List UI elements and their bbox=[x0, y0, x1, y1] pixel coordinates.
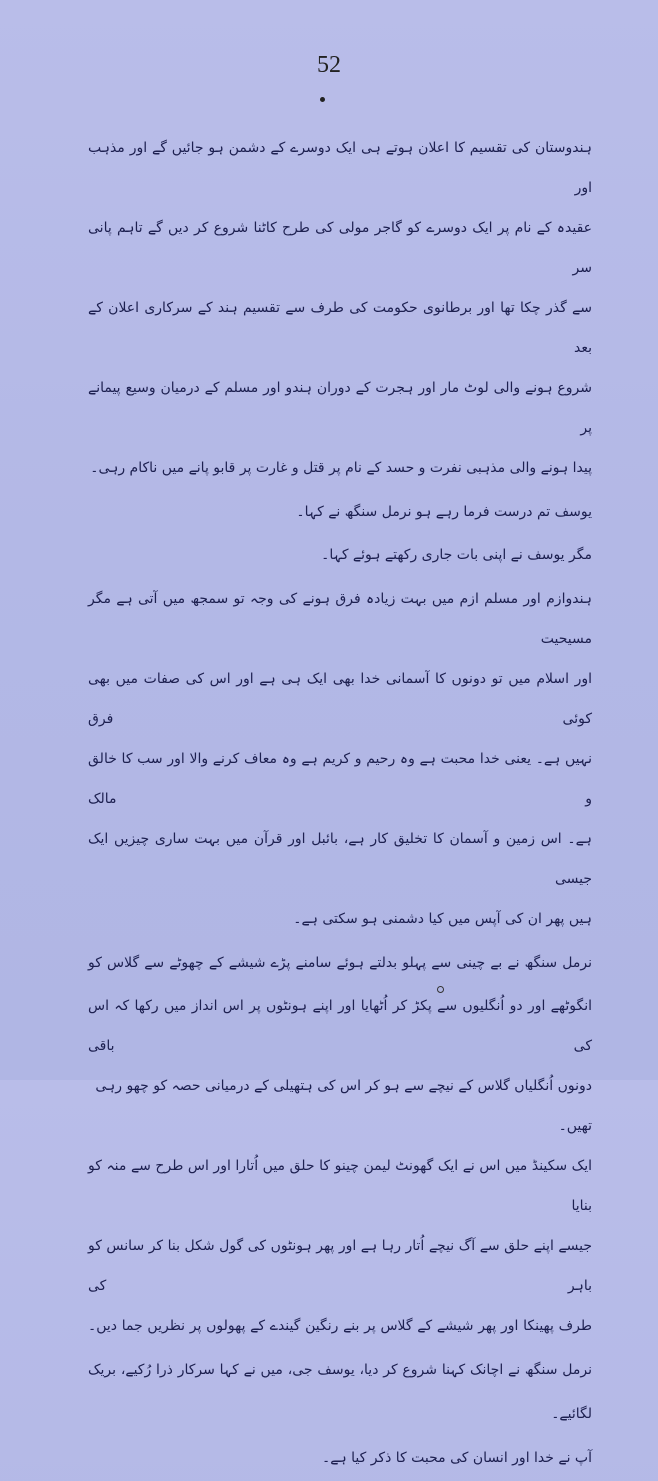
text-line: نرمل سنگھ نے بے چینی سے پہلو بدلتے ہوئے سامنے پڑے شیشے کے چھوٹے سے گلاس کو bbox=[88, 943, 592, 987]
text-line: اور اسلام میں تو دونوں کا آسمانی خدا بھی ایک ہی ہے اور اس کی صفات میں بھی کوئی فرق bbox=[88, 659, 592, 739]
text-line: عقیدہ کے نام پر ایک دوسرے کو گاجر مولی کی طرح کاٹنا شروع کر دیں گے تاہم پانی سر bbox=[88, 208, 592, 288]
text-line: ہندوازم اور مسلم ازم میں بہت زیادہ فرق ہونے کی وجہ تو سمجھ میں آتی ہے مگر مسیحیت bbox=[88, 579, 592, 659]
decorative-dot bbox=[320, 97, 325, 102]
text-line: پیدا ہونے والی مذہبی نفرت و حسد کے نام پر قتل و غارت پر قابو پانے میں ناکام رہی۔ bbox=[88, 448, 592, 492]
text-line: ایک سکینڈ میں اس نے ایک گھونٹ لیمن چینو کا حلق میں اُتارا اور اس طرح سے منہ کو بنایا bbox=[88, 1146, 592, 1226]
text-line: مگر یوسف نے اپنی بات جاری رکھتے ہوئے کہا۔ bbox=[88, 535, 592, 579]
text-line: نہیں ہے۔ یعنی خدا محبت ہے وہ رحیم و کریم ہے وہ معاف کرنے والا اور سب کا خالق و مالک bbox=[88, 739, 592, 819]
text-line: یوسف تم درست فرما رہے ہو نرمل سنگھ نے کہا۔ bbox=[88, 492, 592, 536]
text-line: ہندوستان کی تقسیم کا اعلان ہوتے ہی ایک دوسرے کے دشمن ہو جائیں گے اور مذہب اور bbox=[88, 128, 592, 208]
text-line: شروع ہونے والی لوٹ مار اور ہجرت کے دوران ہندو اور مسلم کے درمیان وسیع پیمانے پر bbox=[88, 368, 592, 448]
page-number: 52 bbox=[0, 52, 658, 79]
text-line: نرمل سنگھ نے اچانک کہنا شروع کر دیا، یوسف جی، میں نے کہا سرکار ذرا رُکیے، بریک bbox=[88, 1350, 592, 1394]
text-line: طرف پھینکا اور پھر شیشے کے گلاس پر بنے رنگین گیندے کے پھولوں پر نظریں جما دیں۔ bbox=[88, 1306, 592, 1350]
text-line: دونوں اُنگلیاں گلاس کے نیچے سے ہو کر اس کی ہتھیلی کے درمیانی حصہ کو چھو رہی تھیں۔ bbox=[88, 1066, 592, 1146]
text-line: ہے۔ اس زمین و آسمان کا تخلیق کار ہے، بائبل اور قرآن میں بہت ساری چیزیں ایک جیسی bbox=[88, 819, 592, 899]
text-line: آپ نے خدا اور انسان کی محبت کا ذکر کیا ہے۔ bbox=[88, 1438, 592, 1481]
text-line: انگوٹھے اور دو اُنگلیوں سے پکڑ کر اُٹھایا اور اپنے ہونٹوں پر اس انداز میں رکھا کہ اس کی باقی bbox=[88, 986, 592, 1066]
page-body-text bbox=[88, 128, 592, 1481]
text-line: سے گذر چکا تھا اور برطانوی حکومت کی طرف سے تقسیم ہند کے سرکاری اعلان کے بعد bbox=[88, 288, 592, 368]
text-line: لگائیے۔ bbox=[88, 1394, 592, 1438]
text-line: جیسے اپنے حلق سے آگ نیچے اُتار رہا ہے اور پھر ہونٹوں کی گول شکل بنا کر سانس کو باہر کی bbox=[88, 1226, 592, 1306]
text-line: ہیں پھر ان کی آپس میں کیا دشمنی ہو سکتی ہے۔ bbox=[88, 899, 592, 943]
small-circle-mark bbox=[437, 986, 444, 993]
